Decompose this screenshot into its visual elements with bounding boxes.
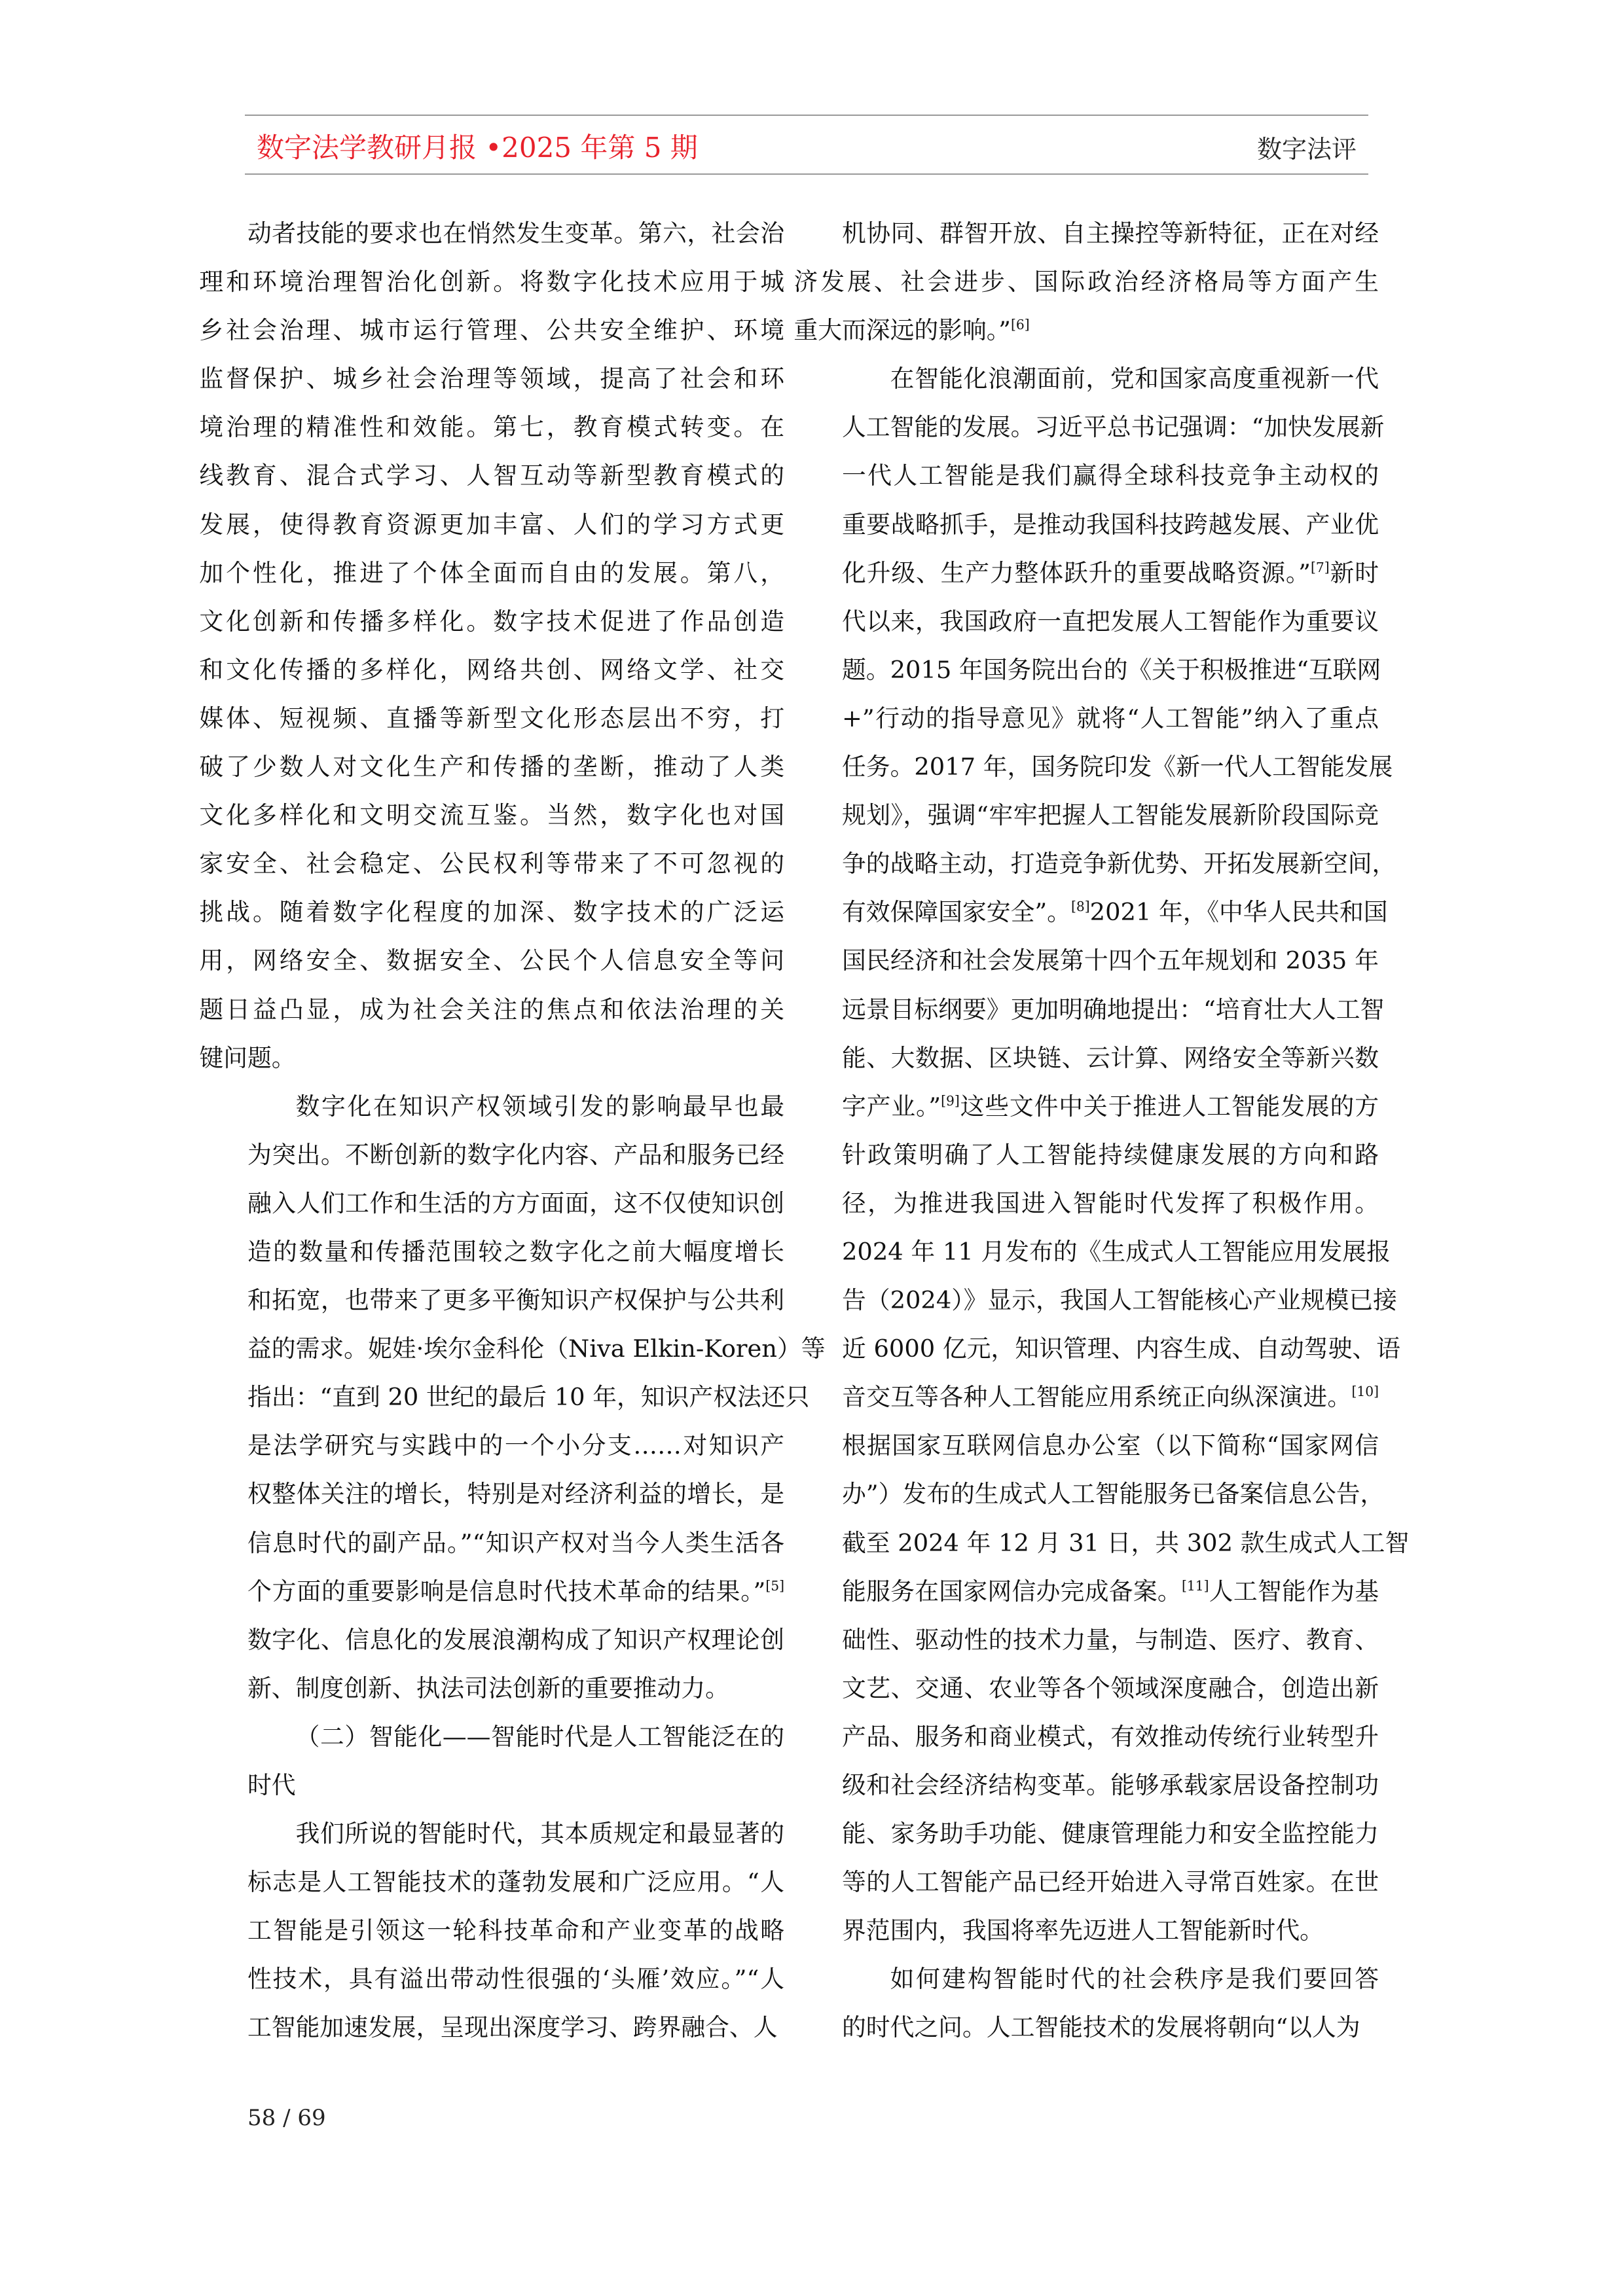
text-line: 国民经济和社会发展第十四个五年规划和 2035 年 xyxy=(842,946,1379,975)
text-line: 权整体关注的增长，特别是对经济利益的增长，是 xyxy=(247,1480,784,1509)
text-line: 告（2024）》显示，我国人工智能核心产业规模已接 xyxy=(842,1286,1397,1315)
section-title: 数字法评 xyxy=(1256,135,1357,164)
text-line: 加个性化，推进了个体全面而自由的发展。第八， xyxy=(199,558,784,587)
text-line: 文化多样化和文明交流互鉴。当然，数字化也对国 xyxy=(199,801,784,830)
paragraph xyxy=(793,209,1379,355)
text-line: 人工智能的发展。习近平总书记强调：“加快发展新 xyxy=(842,413,1385,442)
text-line: 础性、驱动性的技术力量，与制造、医疗、教育、 xyxy=(842,1625,1379,1654)
text-line: 工智能加速发展，呈现出深度学习、跨界融合、人 xyxy=(247,2013,778,2042)
paragraph xyxy=(842,355,1410,1955)
text-line: 线教育、混合式学习、人智互动等新型教育模式的 xyxy=(199,461,784,490)
text-line: 2024 年 11 月发布的《生成式人工智能应用发展报 xyxy=(842,1237,1391,1266)
text-line: 规划》，强调“牢牢把握人工智能发展新阶段国际竞 xyxy=(842,801,1379,830)
paragraph xyxy=(247,1810,784,2052)
text-line: +”行动的指导意见》就将“人工智能”纳入了重点 xyxy=(842,704,1379,732)
text-line: 音交互等各种人工智能应用系统正向纵深演进。[10] xyxy=(842,1383,1379,1412)
citation-marker: [11] xyxy=(1181,1577,1209,1594)
text-line: 界范围内，我国将率先迈进人工智能新时代。 xyxy=(842,1916,1324,1945)
text-line: 文化创新和传播多样化。数字技术促进了作品创造 xyxy=(199,607,784,636)
text-line: 能服务在国家网信办完成备案。[11]人工智能作为基 xyxy=(842,1577,1379,1605)
text-line: 文艺、交通、农业等各个领域深度融合，创造出新 xyxy=(842,1674,1379,1702)
text-line: 性技术，具有溢出带动性很强的‘头雁’效应。”“人 xyxy=(247,1965,784,1994)
text-line: 字产业。”[9]这些文件中关于推进人工智能发展的方 xyxy=(842,1092,1379,1121)
text-line: 济发展、社会进步、国际政治经济格局等方面产生 xyxy=(793,268,1379,296)
text-line: 理和环境治理智治化创新。将数字化技术应用于城 xyxy=(199,268,784,296)
text-line: （二）智能化——智能时代是人工智能泛在的 xyxy=(295,1722,784,1751)
text-line: 能、大数据、区块链、云计算、网络安全等新兴数 xyxy=(842,1043,1379,1072)
text-line: 键问题。 xyxy=(199,1043,296,1072)
citation-marker: [7] xyxy=(1311,559,1330,575)
text-line: 发展，使得教育资源更加丰富、人们的学习方式更 xyxy=(199,510,784,539)
text-line: 和拓宽，也带来了更多平衡知识产权保护与公共利 xyxy=(247,1286,784,1315)
paragraph xyxy=(247,1083,826,1713)
text-line: 是法学研究与实践中的一个小分支……对知识产 xyxy=(247,1431,784,1460)
text-line: 产品、服务和商业模式，有效推动传统行业转型升 xyxy=(842,1722,1379,1751)
text-line: 有效保障国家安全”。[8]2021 年，《中华人民共和国 xyxy=(842,898,1388,927)
left-text-column xyxy=(199,209,826,2053)
citation-marker: [8] xyxy=(1070,899,1090,915)
section-heading xyxy=(247,1713,784,1810)
text-line: 的时代之问。人工智能技术的发展将朝向“以人为 xyxy=(842,2013,1360,2042)
citation-marker: [5] xyxy=(765,1577,784,1594)
right-text-column xyxy=(793,209,1410,2053)
paragraph xyxy=(842,1955,1379,2052)
text-line: 重要战略抓手，是推动我国科技跨越发展、产业优 xyxy=(842,510,1379,539)
text-line: 题日益凸显，成为社会关注的焦点和依法治理的关 xyxy=(199,995,784,1024)
text-line: 径，为推进我国进入智能时代发挥了积极作用。 xyxy=(842,1189,1379,1217)
citation-marker: [9] xyxy=(941,1092,960,1109)
text-line: 动者技能的要求也在悄然发生变革。第六，社会治 xyxy=(247,219,784,247)
text-line: 任务。2017 年，国务院印发《新一代人工智能发展 xyxy=(842,753,1393,781)
text-line: 争的战略主动，打造竞争新优势、开拓发展新空间， xyxy=(842,850,1396,878)
text-line: 挑战。随着数字化程度的加深、数字技术的广泛运 xyxy=(199,898,784,927)
text-line: 破了少数人对文化生产和传播的垄断，推动了人类 xyxy=(199,753,784,781)
text-line: 造的数量和传播范围较之数字化之前大幅度增长 xyxy=(247,1237,784,1266)
text-line: 能、家务助手功能、健康管理能力和安全监控能力 xyxy=(842,1820,1379,1848)
page-number: 58 / 69 xyxy=(247,2105,326,2131)
text-line: 办”）发布的生成式人工智能服务已备案信息公告， xyxy=(842,1480,1385,1509)
text-line: 境治理的精准性和效能。第七，教育模式转变。在 xyxy=(199,413,784,442)
text-line: 益的需求。妮娃·埃尔金科伦（Niva Elkin-Koren）等 xyxy=(247,1335,826,1363)
text-line: 用，网络安全、数据安全、公民个人信息安全等问 xyxy=(199,946,784,975)
text-line: 时代 xyxy=(247,1771,296,1799)
text-line: 新、制度创新、执法司法创新的重要推动力。 xyxy=(247,1674,729,1702)
text-line: 近 6000 亿元，知识管理、内容生成、自动驾驶、语 xyxy=(842,1335,1400,1363)
text-line: 重大而深远的影响。”[6] xyxy=(793,316,1030,345)
text-line: 等的人工智能产品已经开始进入寻常百姓家。在世 xyxy=(842,1868,1379,1897)
text-line: 化升级、生产力整体跃升的重要战略资源。”[7]新时 xyxy=(842,558,1379,587)
text-line: 机协同、群智开放、自主操控等新特征，正在对经 xyxy=(842,219,1379,247)
text-line: 根据国家互联网信息办公室（以下简称“国家网信 xyxy=(842,1431,1379,1460)
citation-marker: [6] xyxy=(1011,317,1030,333)
text-line: 工智能是引领这一轮科技革命和产业变革的战略 xyxy=(247,1916,784,1945)
text-line: 和文化传播的多样化，网络共创、网络文学、社交 xyxy=(199,655,784,684)
text-line: 个方面的重要影响是信息时代技术革命的结果。”[5] xyxy=(247,1577,784,1605)
paragraph xyxy=(199,209,784,1083)
journal-title: 数字法学教研月报 •2025 年第 5 期 xyxy=(257,132,698,164)
text-line: 家安全、社会稳定、公民权利等带来了不可忽视的 xyxy=(199,850,784,878)
text-line: 标志是人工智能技术的蓬勃发展和广泛应用。“人 xyxy=(247,1868,784,1897)
text-line: 乡社会治理、城市运行管理、公共安全维护、环境 xyxy=(199,316,784,345)
text-line: 为突出。不断创新的数字化内容、产品和服务已经 xyxy=(247,1140,784,1169)
text-line: 监督保护、城乡社会治理等领域，提高了社会和环 xyxy=(199,365,784,393)
citation-marker: [10] xyxy=(1351,1384,1379,1400)
text-line: 如何建构智能时代的社会秩序是我们要回答 xyxy=(890,1965,1379,1994)
text-line: 级和社会经济结构变革。能够承载家居设备控制功 xyxy=(842,1771,1379,1799)
text-line: 远景目标纲要》更加明确地提出：“培育壮大人工智 xyxy=(842,995,1385,1024)
text-line: 代以来，我国政府一直把发展人工智能作为重要议 xyxy=(842,607,1379,636)
text-line: 我们所说的智能时代，其本质规定和最显著的 xyxy=(295,1820,784,1848)
text-line: 截至 2024 年 12 月 31 日，共 302 款生成式人工智 xyxy=(842,1528,1410,1557)
text-line: 题。2015 年国务院出台的《关于积极推进“互联网 xyxy=(842,655,1381,684)
text-line: 指出：“直到 20 世纪的最后 10 年，知识产权法还只 xyxy=(247,1383,810,1412)
running-header xyxy=(245,115,1368,175)
text-line: 信息时代的副产品。”“知识产权对当今人类生活各 xyxy=(247,1528,784,1557)
text-line: 在智能化浪潮面前，党和国家高度重视新一代 xyxy=(890,365,1379,393)
text-line: 一代人工智能是我们赢得全球科技竞争主动权的 xyxy=(842,461,1379,490)
text-line: 融入人们工作和生活的方方面面，这不仅使知识创 xyxy=(247,1189,784,1217)
text-line: 数字化、信息化的发展浪潮构成了知识产权理论创 xyxy=(247,1625,784,1654)
text-line: 媒体、短视频、直播等新型文化形态层出不穷，打 xyxy=(199,704,784,732)
text-line: 针政策明确了人工智能持续健康发展的方向和路 xyxy=(842,1140,1379,1169)
text-line: 数字化在知识产权领域引发的影响最早也最 xyxy=(295,1092,784,1121)
